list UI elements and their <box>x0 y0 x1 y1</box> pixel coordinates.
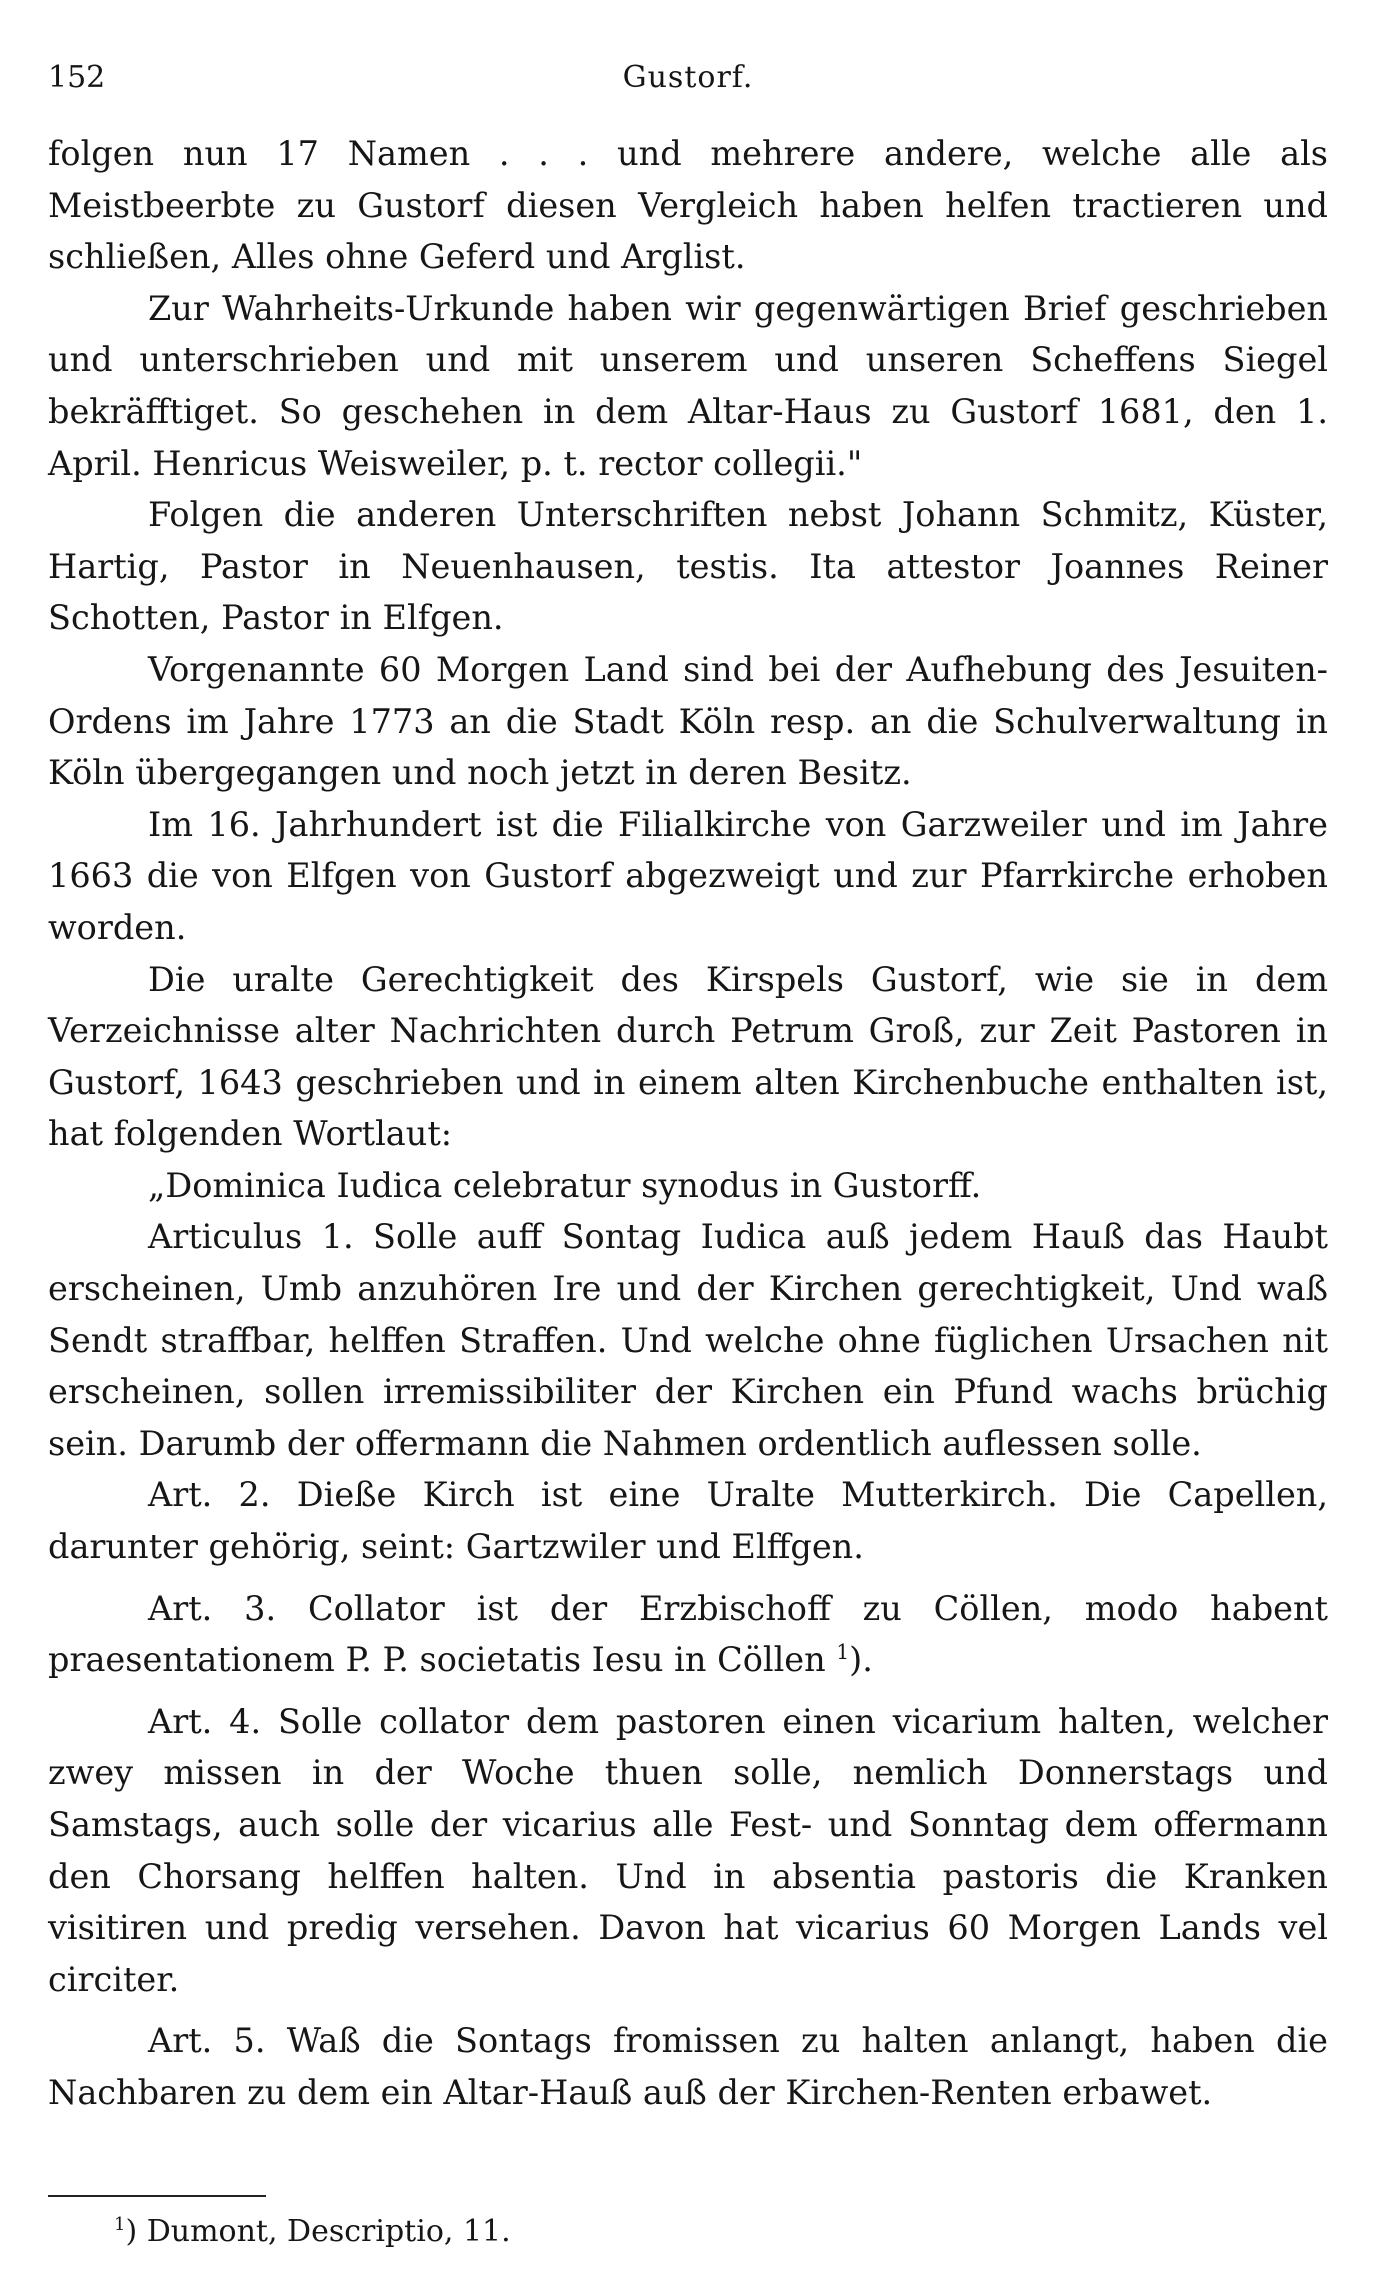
footnote-divider <box>48 2195 266 2197</box>
article-5: Art. 5. Waß die Sontags fromissen zu halten anlangt, haben die Nachbaren zu dem ein Altar-Hauß auß der Kirchen-Renten erbawet. <box>48 2021 1328 2112</box>
running-head: Gustorf. <box>622 60 754 95</box>
quote-opening: „Dominica Iudica celebratur synodus in Gustorff. <box>148 1165 982 1205</box>
article-3-text: Art. 3. Collator ist der Erzbischoff zu Cöllen, modo habent praesentationem P. P. societatis Iesu in Cöllen <box>48 1588 1328 1680</box>
article-4: Art. 4. Solle collator dem pastoren einen vicarium halten, welcher zwey missen in der Woche thuen solle, nemlich Donnerstags und Samstags, auch solle der vicarius alle Fest- und Sonntag dem offermann den Chorsang helffen halten. Und in absentia pastoris die Kranken visitiren und predig versehen. Davon hat vicarius 60 Morgen Lands vel circiter. <box>48 1701 1328 1999</box>
body-text <box>48 128 1328 2119</box>
footnote <box>114 2212 1214 2252</box>
footnote-marker: 1 <box>114 2214 126 2235</box>
article-2: Art. 2. Dieße Kirch ist eine Uralte Mutterkirch. Die Capellen, darunter gehörig, seint: Gartzwiler und Elffgen. <box>48 1475 1328 1567</box>
page-number: 152 <box>48 60 106 95</box>
paragraph-land: Vorgenannte 60 Morgen Land sind bei der Aufhebung des Jesuiten-Ordens im Jahre 1773 an die Stadt Köln resp. an die Schulverwaltung in Köln übergegangen und noch jetzt in deren Besitz. <box>48 649 1328 793</box>
footnote-text: ) Dumont, Descriptio, 11. <box>125 2214 511 2249</box>
page-header <box>48 52 1328 102</box>
footnote-reference: 1 <box>836 1640 850 1665</box>
paragraph-certificate: Zur Wahrheits-Urkunde haben wir gegenwärtigen Brief geschrieben und unterschrieben und mit unserem und unseren Scheffens Siegel bekräfftiget. So geschehen in dem Altar-Haus zu Gustorf 1681, den 1. April. Henricus Weisweiler, p. t. rector collegii." <box>48 288 1328 483</box>
article-1: Articulus 1. Solle auff Sontag Iudica auß jedem Hauß das Haubt erscheinen, Umb anzuhören Ire und der Kirchen gerechtigkeit, Und waß Sendt straffbar, helffen Straffen. Und welche ohne füglichen Ursachen nit erscheinen, sollen irremissibiliter der Kirchen ein Pfund wachs brüchig sein. Darumb der offermann die Nahmen ordentlich auflessen solle. <box>48 1217 1328 1463</box>
paragraph-old-rights: Die uralte Gerechtigkeit des Kirspels Gustorf, wie sie in dem Verzeichnisse alter Nachrichten durch Petrum Groß, zur Zeit Pastoren in Gustorf, 1643 geschrieben und in einem alten Kirchenbuche enthalten ist, hat folgenden Wortlaut: <box>48 959 1328 1154</box>
paragraph-continuation: folgen nun 17 Namen . . . und mehrere andere, welche alle als Meistbeerbte zu Gustorf diesen Vergleich haben helfen tractieren und schließen, Alles ohne Geferd und Arglist. <box>48 134 1328 277</box>
paragraph-filial-churches: Im 16. Jahrhundert ist die Filialkirche von Garzweiler und im Jahre 1663 die von Elfgen von Gustorf abgezweigt und zur Pfarrkirche erhoben worden. <box>48 804 1328 947</box>
article-3-tail: ). <box>849 1640 873 1680</box>
paragraph-signatures: Folgen die anderen Unterschriften nebst Johann Schmitz, Küster, Hartig, Pastor in Neuenhausen, testis. Ita attestor Joannes Reiner Schotten, Pastor in Elfgen. <box>48 495 1328 638</box>
article-3 <box>48 1583 1328 1686</box>
